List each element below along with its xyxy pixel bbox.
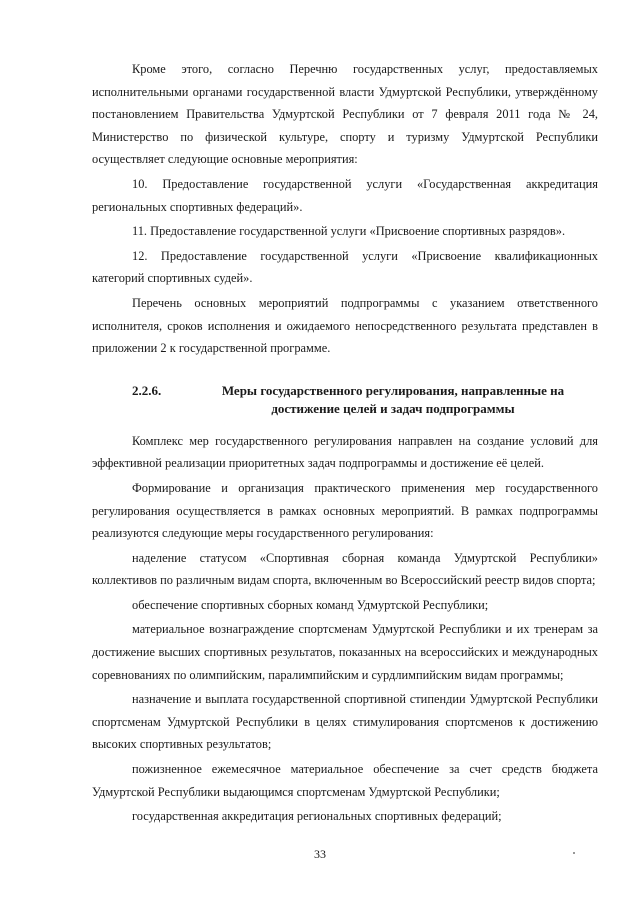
- list-item: пожизненное ежемесячное материальное обеспечение за счет средств бюджета Удмуртской Республики выдающимся спортсменам Удмуртской Республики;: [92, 762, 598, 799]
- paragraph: Перечень основных мероприятий подпрограммы с указанием ответственного исполнителя, сроков исполнения и ожидаемого непосредственного результата представлен в приложении 2 к государственной программе.: [92, 295, 598, 356]
- page-number: 33: [314, 847, 326, 861]
- list-item: наделение статусом «Спортивная сборная команда Удмуртской Республики» коллективов по различным видам спорта, включенным во Всероссийский реестр видов спорта;: [92, 550, 598, 588]
- paragraph: 11. Предоставление государственной услуги «Присвоение спортивных разрядов».: [132, 224, 566, 239]
- section-title: Меры государственного регулирования, направленные на достижение целей и задач подпрограммы: [221, 382, 565, 416]
- list-item: назначение и выплата государственной спортивной стипендии Удмуртской Республики спортсменам Удмуртской Республики в целях стимулирования спортсменов к достижению высоких спортивных результатов;: [92, 692, 598, 752]
- scan-speck: [573, 852, 575, 854]
- section-number: 2.2.6.: [132, 382, 162, 398]
- paragraph: Формирование и организация практического применения мер государственного регулирования осуществляется в рамках основных мероприятий. В рамках подпрограммы реализуются следующие меры государственного регулирования:: [92, 480, 598, 541]
- section-heading: [92, 382, 598, 418]
- paragraph: Комплекс мер государственного регулирования направлен на создание условий для эффективной реализации приоритетных задач подпрограммы и достижение её целей.: [92, 433, 598, 471]
- paragraph: 12. Предоставление государственной услуги «Присвоение квалификационных категорий спортивных судей».: [92, 248, 598, 286]
- list-item: материальное вознаграждение спортсменам Удмуртской Республики и их тренерам за достижение высших спортивных результатов, показанных на всероссийских и международных соревнованиях по олимпийским, паралимпийским и сурдлимпийским видам программы;: [92, 622, 598, 682]
- paragraph: 10. Предоставление государственной услуги «Государственная аккредитация региональных спортивных федераций».: [92, 176, 598, 214]
- paragraph: Кроме этого, согласно Перечню государственных услуг, предоставляемых исполнительными органами государственной власти Удмуртской Республики, утверждённому постановлением Правительства Удмуртской Республики от 7 февраля 2011 года № 24, Министерство по физической культуре, спорту и туризму Удмуртской Республики осуществляет следующие основные мероприятия:: [92, 62, 598, 167]
- list-item: государственная аккредитация региональных спортивных федераций;: [132, 809, 502, 824]
- document-page: [92, 58, 598, 830]
- list-item: обеспечение спортивных сборных команд Удмуртской Республики;: [132, 597, 489, 612]
